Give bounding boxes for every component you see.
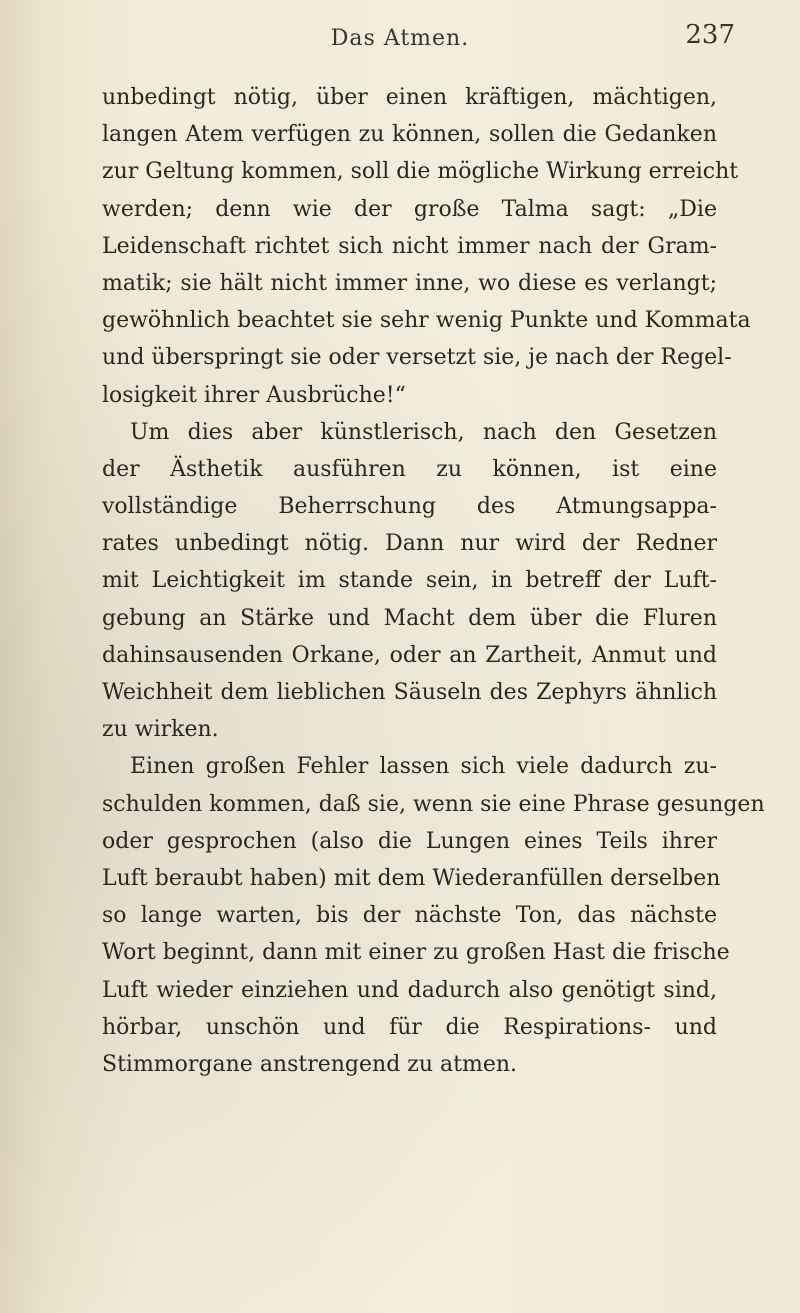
text-line: der Ästhetik ausführen zu können, ist eine bbox=[102, 456, 717, 482]
text-line: so lange warten, bis der nächste Ton, das nächste bbox=[102, 903, 717, 929]
text-line: werden; denn wie der große Talma sagt: „Die bbox=[102, 196, 717, 222]
text-line: Luft beraubt haben) mit dem Wiederanfüllen derselben bbox=[102, 865, 721, 891]
text-line: matik; sie hält nicht immer inne, wo diese es verlangt; bbox=[102, 270, 717, 296]
paragraph-2 bbox=[102, 414, 717, 749]
text-line: zur Geltung kommen, soll die mögliche Wirkung erreicht bbox=[102, 159, 739, 185]
text-line: langen Atem verfügen zu können, sollen die Gedanken bbox=[102, 122, 717, 148]
text-line: Leidenschaft richtet sich nicht immer nach der Gram- bbox=[102, 233, 717, 259]
text-line: dahinsausenden Orkane, oder an Zartheit, Anmut und bbox=[102, 642, 717, 668]
text-line: gebung an Stärke und Macht dem über die Fluren bbox=[102, 605, 717, 631]
text-line: Weichheit dem lieblichen Säuseln des Zephyrs ähnlich bbox=[102, 680, 717, 705]
text-line: mit Leichtigkeit im stande sein, in betreff der Luft- bbox=[102, 568, 717, 594]
text-line: gewöhnlich beachtet sie sehr wenig Punkte und Kommata bbox=[102, 308, 751, 334]
body-text bbox=[102, 79, 765, 1083]
text-line: vollständige Beherrschung des Atmungsappa- bbox=[102, 494, 717, 520]
text-line: oder gesprochen (also die Lungen eines Teils ihrer bbox=[102, 828, 717, 854]
text-line: rates unbedingt nötig. Dann nur wird der Redner bbox=[102, 531, 717, 557]
text-line: und überspringt sie oder versetzt sie, je nach der Regel- bbox=[102, 345, 732, 371]
text-line: Um dies aber künstlerisch, nach den Gesetzen bbox=[130, 419, 717, 445]
text-line: zu wirken. bbox=[102, 717, 219, 743]
text-line: Wort beginnt, dann mit einer zu großen Hast die frische bbox=[102, 940, 730, 966]
page-number: 237 bbox=[685, 20, 735, 50]
paragraph-3 bbox=[102, 748, 765, 1083]
text-line: hörbar, unschön und für die Respirations- und bbox=[102, 1014, 717, 1040]
running-title: Das Atmen. bbox=[330, 26, 470, 51]
text-line: unbedingt nötig, über einen kräftigen, mächtigen, bbox=[102, 85, 717, 110]
page-header bbox=[0, 12, 800, 62]
paragraph-1 bbox=[102, 79, 751, 414]
text-line: Stimmorgane anstrengend zu atmen. bbox=[102, 1051, 518, 1077]
text-line: losigkeit ihrer Ausbrüche!“ bbox=[102, 382, 406, 408]
text-line: schulden kommen, daß sie, wenn sie eine Phrase gesungen bbox=[102, 791, 765, 817]
text-line: Einen großen Fehler lassen sich viele dadurch zu- bbox=[130, 754, 717, 780]
text-line: Luft wieder einziehen und dadurch also genötigt sind, bbox=[102, 977, 717, 1003]
